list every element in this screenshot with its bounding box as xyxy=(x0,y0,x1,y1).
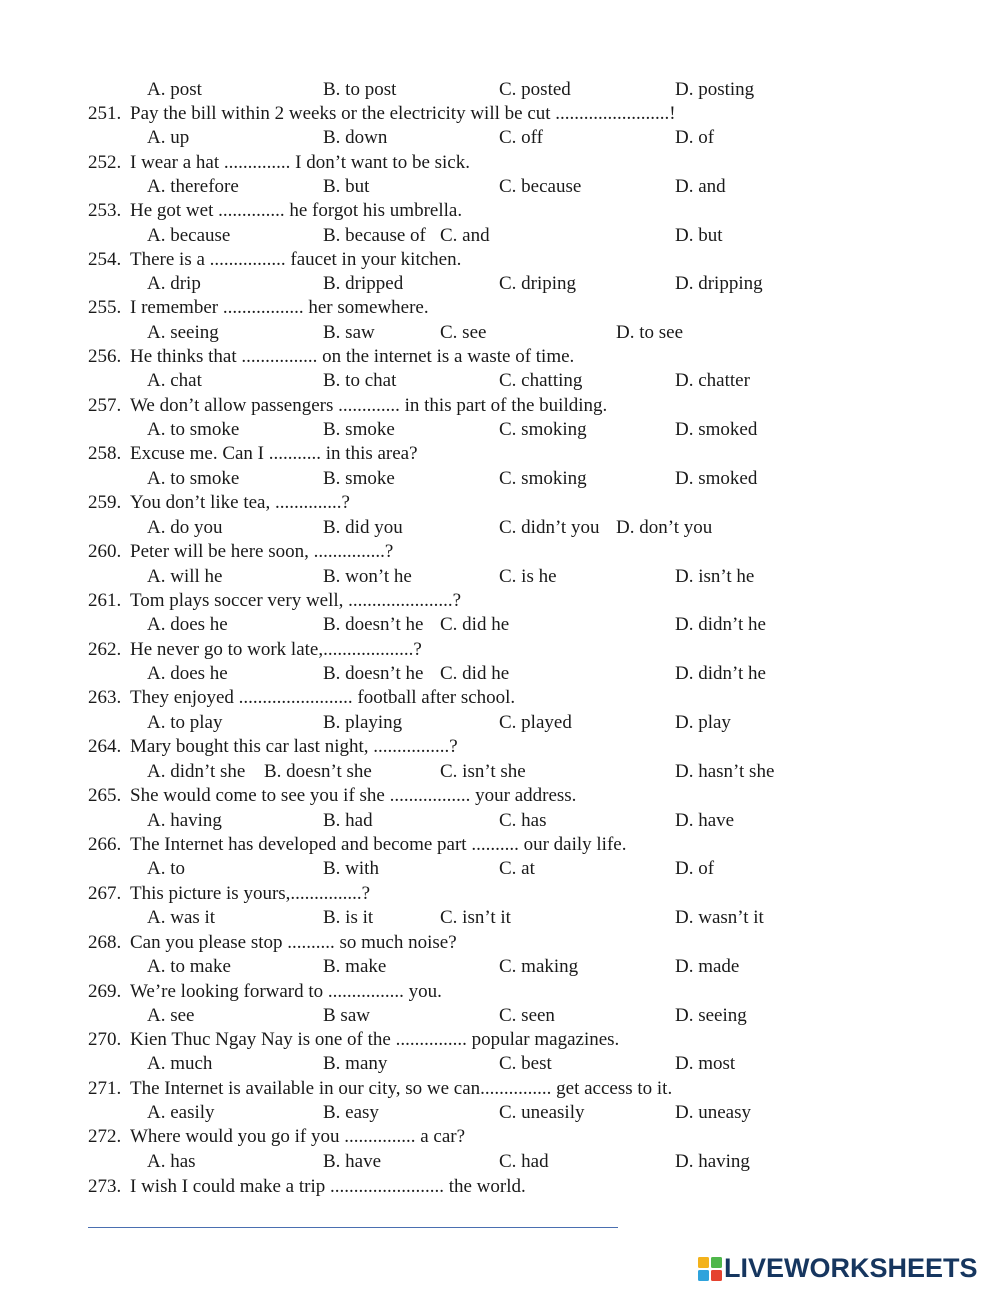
option-d[interactable]: D. don’t you xyxy=(616,517,713,538)
question-text: Pay the bill within 2 weeks or the electricity will be cut ........................! xyxy=(130,103,676,124)
options-row-260 xyxy=(0,565,1000,589)
option-c[interactable]: C. making xyxy=(499,956,579,977)
options-row-261 xyxy=(0,613,1000,637)
question-number: 263. xyxy=(88,687,122,708)
option-b[interactable]: B. smoke xyxy=(323,419,395,440)
option-c[interactable]: C. isn’t it xyxy=(440,907,511,928)
option-b[interactable]: B. won’t he xyxy=(323,566,412,587)
question-number: 260. xyxy=(88,541,122,562)
options-row-257 xyxy=(0,418,1000,442)
question-267 xyxy=(0,882,1000,906)
question-text: I wish I could make a trip ........................ the world. xyxy=(130,1176,526,1197)
options-row-263 xyxy=(0,711,1000,735)
brand-name: LIVEWORKSHEETS xyxy=(724,1253,978,1283)
option-d[interactable]: D. made xyxy=(675,956,740,977)
option-b[interactable]: B. easy xyxy=(323,1102,379,1123)
question-269 xyxy=(0,980,1000,1004)
option-d[interactable]: D. play xyxy=(675,712,731,733)
option-d[interactable]: D. chatter xyxy=(675,370,750,391)
option-d[interactable]: D. hasn’t she xyxy=(675,761,775,782)
option-a[interactable]: A. to smoke xyxy=(147,419,240,440)
question-252 xyxy=(0,151,1000,175)
question-text: They enjoyed ........................ football after school. xyxy=(130,687,516,708)
question-number: 255. xyxy=(88,297,122,318)
option-a[interactable]: A. was it xyxy=(147,907,216,928)
question-text: We’re looking forward to ................ you. xyxy=(130,981,442,1002)
option-a[interactable]: A. has xyxy=(147,1151,196,1172)
option-c[interactable]: C. had xyxy=(499,1151,549,1172)
question-266 xyxy=(0,833,1000,857)
option-b[interactable]: B. make xyxy=(323,956,387,977)
question-number: 266. xyxy=(88,834,122,855)
question-text: He never go to work late,...................? xyxy=(130,639,422,660)
option-a[interactable]: A. do you xyxy=(147,517,223,538)
option-c[interactable]: C. smoking xyxy=(499,419,587,440)
option-a[interactable]: A. to play xyxy=(147,712,223,733)
option-b[interactable]: B. but xyxy=(323,176,370,197)
question-text: Mary bought this car last night, ................? xyxy=(130,736,458,757)
question-text: He got wet .............. he forgot his umbrella. xyxy=(130,200,463,221)
option-c[interactable]: C. is he xyxy=(499,566,557,587)
question-text: She would come to see you if she ................. your address. xyxy=(130,785,577,806)
option-d[interactable]: D. posting xyxy=(675,79,755,100)
question-text: Tom plays soccer very well, ......................? xyxy=(130,590,462,611)
question-text: I remember ................. her somewhere. xyxy=(130,297,429,318)
option-b[interactable]: B. down xyxy=(323,127,388,148)
option-d[interactable]: D. and xyxy=(675,176,726,197)
option-c[interactable]: C. isn’t she xyxy=(440,761,526,782)
question-253 xyxy=(0,199,1000,223)
option-a[interactable]: A. chat xyxy=(147,370,202,391)
question-263 xyxy=(0,686,1000,710)
option-c[interactable]: C. smoking xyxy=(499,468,587,489)
option-d[interactable]: D. but xyxy=(675,225,723,246)
option-a[interactable]: A. see xyxy=(147,1005,195,1026)
option-d[interactable]: D. of xyxy=(675,127,715,148)
options-row-258 xyxy=(0,467,1000,491)
option-c[interactable]: C. seen xyxy=(499,1005,555,1026)
question-254 xyxy=(0,248,1000,272)
option-c[interactable]: C. off xyxy=(499,127,543,148)
question-number: 256. xyxy=(88,346,122,367)
options-row-270 xyxy=(0,1052,1000,1076)
question-258 xyxy=(0,442,1000,466)
option-b[interactable]: B. doesn’t she xyxy=(264,761,372,782)
option-c[interactable]: C. posted xyxy=(499,79,571,100)
options-row-253 xyxy=(0,224,1000,248)
option-a[interactable]: A. to smoke xyxy=(147,468,240,489)
options-row-269 xyxy=(0,1004,1000,1028)
question-number: 252. xyxy=(88,152,122,173)
option-d[interactable]: D. seeing xyxy=(675,1005,747,1026)
question-text: This picture is yours,...............? xyxy=(130,883,371,904)
question-number: 271. xyxy=(88,1078,122,1099)
question-262 xyxy=(0,638,1000,662)
question-257 xyxy=(0,394,1000,418)
question-number: 258. xyxy=(88,443,122,464)
options-row-272 xyxy=(0,1150,1000,1174)
question-number: 270. xyxy=(88,1029,122,1050)
option-d[interactable]: D. have xyxy=(675,810,735,831)
option-d[interactable]: D. dripping xyxy=(675,273,763,294)
options-row-266 xyxy=(0,857,1000,881)
option-b[interactable]: B. have xyxy=(323,1151,382,1172)
option-a[interactable]: A. does he xyxy=(147,663,228,684)
question-number: 251. xyxy=(88,103,122,124)
option-b[interactable]: B. doesn’t he xyxy=(323,663,424,684)
option-a[interactable]: A. up xyxy=(147,127,190,148)
question-number: 261. xyxy=(88,590,122,611)
question-261 xyxy=(0,589,1000,613)
question-number: 268. xyxy=(88,932,122,953)
question-number: 254. xyxy=(88,249,122,270)
question-text: You don’t like tea, ..............? xyxy=(130,492,350,513)
options-row-250 xyxy=(0,78,1000,102)
option-d[interactable]: D. having xyxy=(675,1151,750,1172)
question-255 xyxy=(0,296,1000,320)
options-row-254 xyxy=(0,272,1000,296)
logo-blocks-icon xyxy=(698,1257,722,1281)
option-c[interactable]: C. and xyxy=(440,225,490,246)
question-text: Excuse me. Can I ........... in this area? xyxy=(130,443,418,464)
options-row-256 xyxy=(0,369,1000,393)
option-c[interactable]: C. best xyxy=(499,1053,552,1074)
question-251 xyxy=(0,102,1000,126)
question-260 xyxy=(0,540,1000,564)
option-a[interactable]: A. will he xyxy=(147,566,223,587)
options-row-251 xyxy=(0,126,1000,150)
option-c[interactable]: C. uneasily xyxy=(499,1102,585,1123)
option-b[interactable]: B. playing xyxy=(323,712,403,733)
option-b[interactable]: B. had xyxy=(323,810,373,831)
question-number: 269. xyxy=(88,981,122,1002)
option-b[interactable]: B. to post xyxy=(323,79,397,100)
question-number: 265. xyxy=(88,785,122,806)
question-text: The Internet is available in our city, so we can............... get access to it. xyxy=(130,1078,673,1099)
question-273 xyxy=(0,1175,1000,1199)
option-b[interactable]: B saw xyxy=(323,1005,370,1026)
option-a[interactable]: A. post xyxy=(147,79,202,100)
footnote-divider xyxy=(88,1227,618,1228)
option-c[interactable]: C. chatting xyxy=(499,370,583,391)
question-number: 257. xyxy=(88,395,122,416)
question-271 xyxy=(0,1077,1000,1101)
question-text: I wear a hat .............. I don’t want to be sick. xyxy=(130,152,470,173)
option-c[interactable]: C. has xyxy=(499,810,547,831)
options-row-268 xyxy=(0,955,1000,979)
question-text: Peter will be here soon, ...............? xyxy=(130,541,394,562)
option-d[interactable]: D. to see xyxy=(616,322,684,343)
option-a[interactable]: A. because xyxy=(147,225,231,246)
question-text: Kien Thuc Ngay Nay is one of the ............... popular magazines. xyxy=(130,1029,620,1050)
option-b[interactable]: B. to chat xyxy=(323,370,397,391)
option-d[interactable]: D. uneasy xyxy=(675,1102,751,1123)
question-number: 273. xyxy=(88,1176,122,1197)
option-d[interactable]: D. most xyxy=(675,1053,736,1074)
options-row-267 xyxy=(0,906,1000,930)
option-c[interactable]: C. driping xyxy=(499,273,577,294)
option-b[interactable]: B. many xyxy=(323,1053,388,1074)
question-text: He thinks that ................ on the internet is a waste of time. xyxy=(130,346,575,367)
option-b[interactable]: B. dripped xyxy=(323,273,404,294)
question-text: Where would you go if you ............... a car? xyxy=(130,1126,466,1147)
option-d[interactable]: D. didn’t he xyxy=(675,663,766,684)
option-b[interactable]: B. with xyxy=(323,858,379,879)
question-text: Can you please stop .......... so much noise? xyxy=(130,932,457,953)
option-a[interactable]: A. much xyxy=(147,1053,213,1074)
option-b[interactable]: B. did you xyxy=(323,517,403,538)
option-c[interactable]: C. at xyxy=(499,858,535,879)
question-number: 259. xyxy=(88,492,122,513)
options-row-265 xyxy=(0,809,1000,833)
question-268 xyxy=(0,931,1000,955)
option-a[interactable]: A. to xyxy=(147,858,185,879)
option-d[interactable]: D. didn’t he xyxy=(675,614,766,635)
option-c[interactable]: C. see xyxy=(440,322,487,343)
question-259 xyxy=(0,491,1000,515)
option-b[interactable]: B. saw xyxy=(323,322,375,343)
option-b[interactable]: B. doesn’t he xyxy=(323,614,424,635)
option-c[interactable]: C. because xyxy=(499,176,582,197)
option-c[interactable]: C. did he xyxy=(440,663,510,684)
option-a[interactable]: A. didn’t she xyxy=(147,761,246,782)
question-text: The Internet has developed and become part .......... our daily life. xyxy=(130,834,627,855)
option-b[interactable]: B. because of xyxy=(323,225,426,246)
option-a[interactable]: A. to make xyxy=(147,956,231,977)
option-d[interactable]: D. of xyxy=(675,858,715,879)
option-b[interactable]: B. is it xyxy=(323,907,374,928)
question-272 xyxy=(0,1125,1000,1149)
option-d[interactable]: D. smoked xyxy=(675,419,758,440)
question-text: There is a ................ faucet in your kitchen. xyxy=(130,249,462,270)
options-row-264 xyxy=(0,760,1000,784)
option-c[interactable]: C. didn’t you xyxy=(499,517,600,538)
option-a[interactable]: A. having xyxy=(147,810,222,831)
question-265 xyxy=(0,784,1000,808)
question-number: 267. xyxy=(88,883,122,904)
options-row-271 xyxy=(0,1101,1000,1125)
option-c[interactable]: C. did he xyxy=(440,614,510,635)
option-a[interactable]: A. drip xyxy=(147,273,201,294)
option-d[interactable]: D. smoked xyxy=(675,468,758,489)
question-270 xyxy=(0,1028,1000,1052)
question-text: We don’t allow passengers ............. in this part of the building. xyxy=(130,395,608,416)
question-number: 272. xyxy=(88,1126,122,1147)
option-a[interactable]: A. does he xyxy=(147,614,228,635)
option-d[interactable]: D. wasn’t it xyxy=(675,907,764,928)
option-a[interactable]: A. seeing xyxy=(147,322,219,343)
question-number: 262. xyxy=(88,639,122,660)
option-d[interactable]: D. isn’t he xyxy=(675,566,755,587)
options-row-262 xyxy=(0,662,1000,686)
question-number: 253. xyxy=(88,200,122,221)
question-number: 264. xyxy=(88,736,122,757)
option-a[interactable]: A. easily xyxy=(147,1102,215,1123)
option-b[interactable]: B. smoke xyxy=(323,468,395,489)
option-a[interactable]: A. therefore xyxy=(147,176,239,197)
options-row-259 xyxy=(0,516,1000,540)
options-row-252 xyxy=(0,175,1000,199)
option-c[interactable]: C. played xyxy=(499,712,572,733)
options-row-255 xyxy=(0,321,1000,345)
question-256 xyxy=(0,345,1000,369)
question-264 xyxy=(0,735,1000,759)
